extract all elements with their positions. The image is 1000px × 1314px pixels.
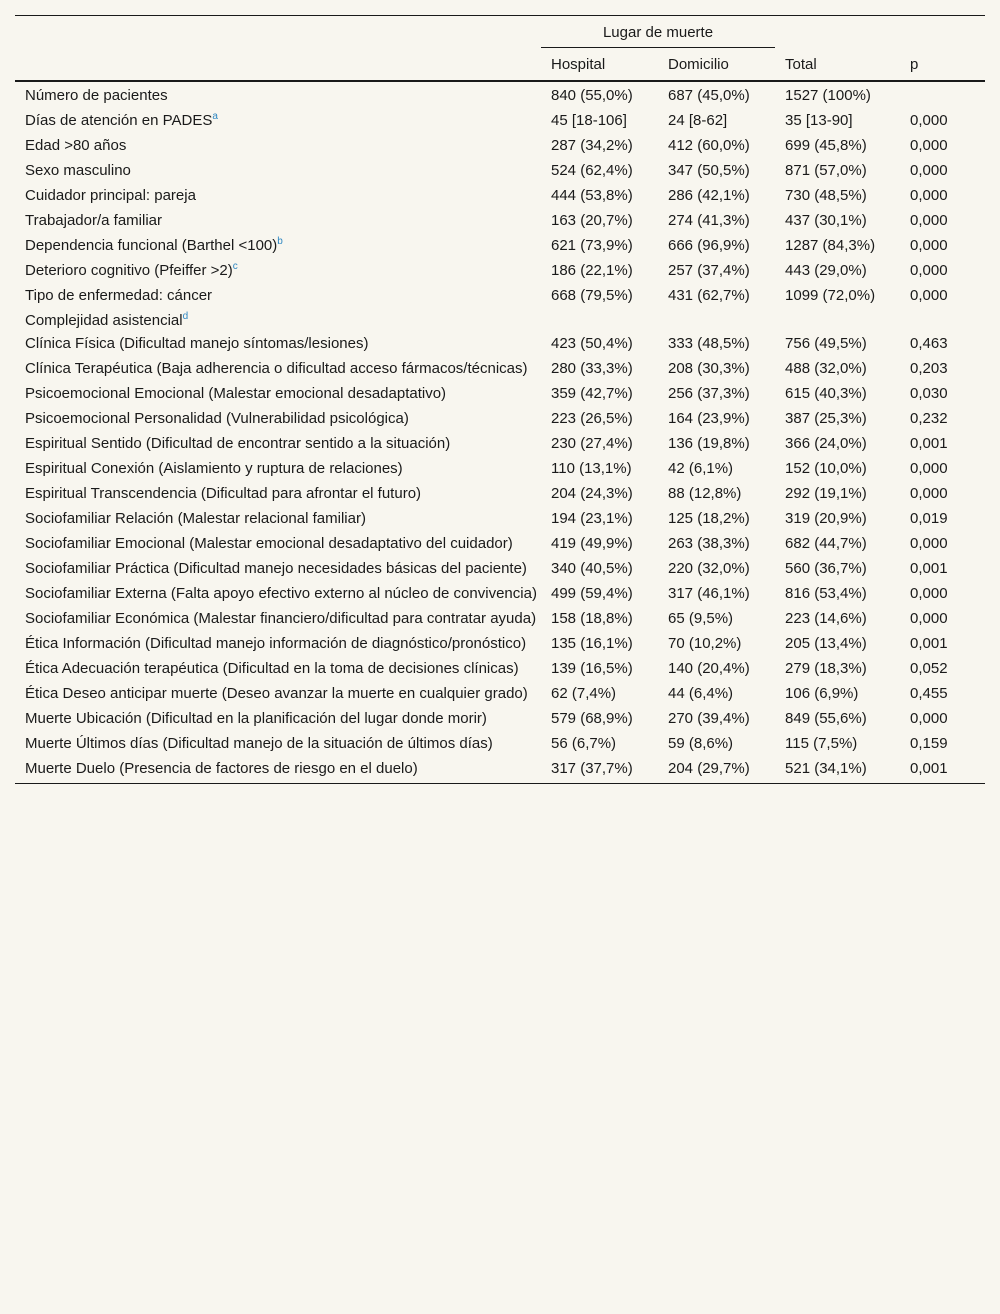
row-label-text: Sociofamiliar Externa (Falta apoyo efectivo externo al núcleo de convivencia) bbox=[25, 585, 537, 602]
cell-p: 0,000 bbox=[910, 162, 948, 179]
cell-domicilio: 687 (45,0%) bbox=[668, 87, 750, 104]
row-label-text: Clínica Terapéutica (Baja adherencia o dificultad acceso fármacos/técnicas) bbox=[25, 360, 528, 377]
row-label-text: Muerte Duelo (Presencia de factores de riesgo en el duelo) bbox=[25, 760, 418, 777]
cell-hospital: 359 (42,7%) bbox=[551, 385, 633, 402]
cell-hospital: 524 (62,4%) bbox=[551, 162, 633, 179]
cell-domicilio: 164 (23,9%) bbox=[668, 410, 750, 427]
column-header-total: Total bbox=[775, 48, 900, 81]
cell-domicilio: 140 (20,4%) bbox=[668, 660, 750, 677]
cell-hospital: 163 (20,7%) bbox=[551, 212, 633, 229]
row-label bbox=[15, 531, 541, 556]
cell-total: 115 (7,5%) bbox=[785, 735, 858, 752]
row-label-text: Espiritual Sentido (Dificultad de encontrar sentido a la situación) bbox=[25, 435, 451, 452]
cell-domicilio: 24 [8-62] bbox=[668, 112, 728, 129]
cell-domicilio: 412 (60,0%) bbox=[668, 137, 750, 154]
cell-total: 319 (20,9%) bbox=[785, 510, 867, 527]
cell-p: 0,000 bbox=[910, 460, 948, 477]
row-label bbox=[15, 381, 541, 406]
cell-total: 292 (19,1%) bbox=[785, 485, 867, 502]
column-header-p: p bbox=[900, 48, 985, 81]
cell-hospital: 110 (13,1%) bbox=[551, 460, 632, 477]
row-label bbox=[15, 681, 541, 706]
cell-p: 0,455 bbox=[910, 685, 948, 702]
row-label bbox=[15, 258, 541, 283]
table-row bbox=[15, 681, 985, 706]
row-label-text: Trabajador/a familiar bbox=[25, 212, 162, 229]
cell-hospital: 499 (59,4%) bbox=[551, 585, 633, 602]
table-row bbox=[15, 406, 985, 431]
row-label bbox=[15, 456, 541, 481]
cell-p: 0,463 bbox=[910, 335, 948, 352]
empty-cell bbox=[541, 308, 658, 331]
row-label-text: Sociofamiliar Práctica (Dificultad manejo necesidades básicas del paciente) bbox=[25, 560, 527, 577]
table-row bbox=[15, 183, 985, 208]
table-row bbox=[15, 331, 985, 356]
footnote-marker: c bbox=[232, 261, 238, 272]
cell-p: 0,001 bbox=[910, 435, 948, 452]
cell-p: 0,232 bbox=[910, 410, 948, 427]
header-blank-total bbox=[775, 16, 900, 49]
cell-hospital: 56 (6,7%) bbox=[551, 735, 617, 752]
cell-hospital: 579 (68,9%) bbox=[551, 710, 633, 727]
cell-p: 0,000 bbox=[910, 187, 948, 204]
cell-total: 1527 (100%) bbox=[785, 87, 871, 104]
cell-p: 0,159 bbox=[910, 735, 948, 752]
table-row bbox=[15, 283, 985, 308]
header-blank bbox=[15, 16, 541, 49]
cell-total: 871 (57,0%) bbox=[785, 162, 867, 179]
row-label-text: Espiritual Transcendencia (Dificultad para afrontar el futuro) bbox=[25, 485, 422, 502]
row-label-text: Tipo de enfermedad: cáncer bbox=[25, 287, 213, 304]
cell-domicilio: 263 (38,3%) bbox=[668, 535, 750, 552]
row-label bbox=[15, 731, 541, 756]
cell-total: 1099 (72,0%) bbox=[785, 287, 876, 304]
row-label-text: Ética Deseo anticipar muerte (Deseo avanzar la muerte en cualquier grado) bbox=[25, 685, 528, 702]
cell-p: 0,000 bbox=[910, 535, 948, 552]
row-label bbox=[15, 108, 541, 133]
cell-domicilio: 274 (41,3%) bbox=[668, 212, 750, 229]
cell-hospital: 139 (16,5%) bbox=[551, 660, 633, 677]
row-label-text: Ética Adecuación terapéutica (Dificultad en la toma de decisiones clínicas) bbox=[25, 660, 519, 677]
cell-domicilio: 347 (50,5%) bbox=[668, 162, 750, 179]
table-row bbox=[15, 381, 985, 406]
cell-total: 1287 (84,3%) bbox=[785, 237, 876, 254]
header-blank-p bbox=[900, 16, 985, 49]
cell-total: 152 (10,0%) bbox=[785, 460, 867, 477]
cell-hospital: 668 (79,5%) bbox=[551, 287, 633, 304]
row-label-text: Sociofamiliar Relación (Malestar relacional familiar) bbox=[25, 510, 366, 527]
cell-total: 35 [13-90] bbox=[785, 112, 853, 129]
cell-domicilio: 208 (30,3%) bbox=[668, 360, 750, 377]
section-label bbox=[15, 308, 541, 331]
row-label-text: Muerte Últimos días (Dificultad manejo de la situación de últimos días) bbox=[25, 735, 493, 752]
row-label-text: Sociofamiliar Emocional (Malestar emocional desadaptativo del cuidador) bbox=[25, 535, 513, 552]
cell-hospital: 287 (34,2%) bbox=[551, 137, 633, 154]
cell-domicilio: 44 (6,4%) bbox=[668, 685, 734, 702]
cell-p: 0,000 bbox=[910, 262, 948, 279]
cell-domicilio: 431 (62,7%) bbox=[668, 287, 750, 304]
cell-p: 0,000 bbox=[910, 710, 948, 727]
row-label bbox=[15, 631, 541, 656]
cell-p: 0,203 bbox=[910, 360, 948, 377]
group-header-label: Lugar de muerte bbox=[602, 23, 714, 41]
footnote-marker: d bbox=[182, 311, 189, 322]
group-header bbox=[541, 16, 775, 49]
cell-p: 0,000 bbox=[910, 212, 948, 229]
cell-total: 223 (14,6%) bbox=[785, 610, 867, 627]
empty-cell bbox=[658, 308, 775, 331]
row-label bbox=[15, 183, 541, 208]
row-label bbox=[15, 233, 541, 258]
column-header-domicilio: Domicilio bbox=[658, 48, 775, 81]
cell-p: 0,000 bbox=[910, 237, 948, 254]
cell-total: 106 (6,9%) bbox=[785, 685, 859, 702]
row-label bbox=[15, 606, 541, 631]
row-label bbox=[15, 481, 541, 506]
results-table bbox=[15, 15, 985, 784]
table-row bbox=[15, 108, 985, 133]
cell-hospital: 444 (53,8%) bbox=[551, 187, 633, 204]
cell-hospital: 62 (7,4%) bbox=[551, 685, 617, 702]
table-row bbox=[15, 456, 985, 481]
table-row bbox=[15, 431, 985, 456]
cell-hospital: 280 (33,3%) bbox=[551, 360, 633, 377]
cell-domicilio: 270 (39,4%) bbox=[668, 710, 750, 727]
row-label-text: Dependencia funcional (Barthel <100) bbox=[25, 237, 278, 254]
row-label bbox=[15, 283, 541, 308]
table-row bbox=[15, 706, 985, 731]
row-label bbox=[15, 706, 541, 731]
table-row bbox=[15, 133, 985, 158]
row-label-text: Muerte Ubicación (Dificultad en la planificación del lugar donde morir) bbox=[25, 710, 487, 727]
table-row bbox=[15, 756, 985, 784]
cell-total: 521 (34,1%) bbox=[775, 756, 900, 784]
cell-p: 0,030 bbox=[910, 385, 948, 402]
cell-total: 387 (25,3%) bbox=[785, 410, 867, 427]
cell-total: 560 (36,7%) bbox=[785, 560, 867, 577]
cell-p: 0,000 bbox=[910, 485, 948, 502]
cell-hospital: 45 [18-106] bbox=[551, 112, 627, 129]
cell-total: 279 (18,3%) bbox=[785, 660, 867, 677]
cell-p: 0,000 bbox=[910, 287, 948, 304]
cell-p: 0,001 bbox=[910, 560, 948, 577]
footnote-marker: b bbox=[277, 236, 283, 247]
row-label bbox=[15, 556, 541, 581]
row-label-text: Cuidador principal: pareja bbox=[25, 187, 196, 204]
cell-total: 488 (32,0%) bbox=[785, 360, 867, 377]
cell-hospital: 840 (55,0%) bbox=[551, 87, 633, 104]
cell-p: 0,052 bbox=[910, 660, 948, 677]
row-label-text: Ética Información (Dificultad manejo información de diagnóstico/pronóstico) bbox=[25, 635, 527, 652]
table-row bbox=[15, 481, 985, 506]
cell-domicilio: 204 (29,7%) bbox=[658, 756, 775, 784]
section-label-text: Complejidad asistencial bbox=[25, 312, 183, 329]
section-row bbox=[15, 308, 985, 331]
row-label bbox=[15, 356, 541, 381]
row-label-text: Deterioro cognitivo (Pfeiffer >2) bbox=[25, 262, 233, 279]
row-label bbox=[15, 756, 541, 784]
cell-p: 0,019 bbox=[910, 510, 948, 527]
cell-domicilio: 125 (18,2%) bbox=[668, 510, 750, 527]
cell-hospital: 230 (27,4%) bbox=[551, 435, 633, 452]
cell-hospital: 194 (23,1%) bbox=[551, 510, 633, 527]
row-label bbox=[15, 133, 541, 158]
cell-domicilio: 65 (9,5%) bbox=[668, 610, 734, 627]
table-row bbox=[15, 631, 985, 656]
row-label-text: Días de atención en PADES bbox=[25, 112, 213, 129]
cell-domicilio: 88 (12,8%) bbox=[668, 485, 742, 502]
cell-p: 0,000 bbox=[910, 585, 948, 602]
cell-total: 849 (55,6%) bbox=[785, 710, 867, 727]
cell-total: 699 (45,8%) bbox=[785, 137, 867, 154]
row-label bbox=[15, 81, 541, 108]
row-label-text: Psicoemocional Emocional (Malestar emocional desadaptativo) bbox=[25, 385, 447, 402]
cell-total: 443 (29,0%) bbox=[785, 262, 867, 279]
cell-total: 756 (49,5%) bbox=[785, 335, 867, 352]
cell-p: 0,001 bbox=[910, 635, 948, 652]
cell-total: 682 (44,7%) bbox=[785, 535, 867, 552]
column-header-hospital: Hospital bbox=[541, 48, 658, 81]
cell-domicilio: 257 (37,4%) bbox=[668, 262, 750, 279]
cell-p bbox=[900, 81, 985, 108]
row-label-text: Sociofamiliar Económica (Malestar financiero/dificultad para contratar ayuda) bbox=[25, 610, 537, 627]
cell-hospital: 204 (24,3%) bbox=[551, 485, 633, 502]
cell-domicilio: 286 (42,1%) bbox=[668, 187, 750, 204]
cell-hospital: 223 (26,5%) bbox=[551, 410, 633, 427]
table-row bbox=[15, 258, 985, 283]
row-label-text: Edad >80 años bbox=[25, 137, 127, 154]
table-row bbox=[15, 233, 985, 258]
cell-hospital: 423 (50,4%) bbox=[551, 335, 633, 352]
empty-cell bbox=[900, 308, 985, 331]
cell-hospital: 158 (18,8%) bbox=[551, 610, 633, 627]
row-label bbox=[15, 506, 541, 531]
row-label bbox=[15, 158, 541, 183]
table-row bbox=[15, 731, 985, 756]
cell-domicilio: 256 (37,3%) bbox=[668, 385, 750, 402]
cell-domicilio: 666 (96,9%) bbox=[668, 237, 750, 254]
table-row bbox=[15, 208, 985, 233]
empty-cell bbox=[775, 308, 900, 331]
table-row bbox=[15, 81, 985, 108]
row-label bbox=[15, 331, 541, 356]
cell-total: 816 (53,4%) bbox=[785, 585, 867, 602]
cell-domicilio: 70 (10,2%) bbox=[668, 635, 742, 652]
table-row bbox=[15, 531, 985, 556]
table-row bbox=[15, 581, 985, 606]
table-row bbox=[15, 556, 985, 581]
row-label-text: Clínica Física (Dificultad manejo síntomas/lesiones) bbox=[25, 335, 369, 352]
cell-p: 0,000 bbox=[910, 112, 948, 129]
row-label-text: Sexo masculino bbox=[25, 162, 131, 179]
table-row bbox=[15, 356, 985, 381]
row-label bbox=[15, 406, 541, 431]
header-label-column bbox=[15, 48, 541, 81]
cell-hospital: 317 (37,7%) bbox=[541, 756, 658, 784]
cell-total: 205 (13,4%) bbox=[785, 635, 867, 652]
table-row bbox=[15, 506, 985, 531]
cell-domicilio: 136 (19,8%) bbox=[668, 435, 750, 452]
cell-domicilio: 220 (32,0%) bbox=[668, 560, 750, 577]
table-body bbox=[15, 81, 985, 784]
table-row bbox=[15, 606, 985, 631]
row-label-text: Psicoemocional Personalidad (Vulnerabilidad psicológica) bbox=[25, 410, 409, 427]
cell-domicilio: 317 (46,1%) bbox=[668, 585, 750, 602]
row-label bbox=[15, 208, 541, 233]
table-row bbox=[15, 158, 985, 183]
table-row bbox=[15, 656, 985, 681]
cell-p: 0,000 bbox=[910, 137, 948, 154]
row-label bbox=[15, 656, 541, 681]
cell-domicilio: 42 (6,1%) bbox=[668, 460, 734, 477]
cell-p: 0,001 bbox=[900, 756, 985, 784]
cell-domicilio: 59 (8,6%) bbox=[668, 735, 734, 752]
cell-hospital: 419 (49,9%) bbox=[551, 535, 633, 552]
row-label-text: Número de pacientes bbox=[25, 87, 168, 104]
cell-p: 0,000 bbox=[910, 610, 948, 627]
cell-domicilio: 333 (48,5%) bbox=[668, 335, 750, 352]
row-label-text: Espiritual Conexión (Aislamiento y ruptura de relaciones) bbox=[25, 460, 403, 477]
row-label bbox=[15, 431, 541, 456]
cell-total: 366 (24,0%) bbox=[785, 435, 867, 452]
cell-total: 730 (48,5%) bbox=[785, 187, 867, 204]
row-label bbox=[15, 581, 541, 606]
cell-total: 437 (30,1%) bbox=[785, 212, 867, 229]
footnote-marker: a bbox=[212, 111, 218, 122]
cell-hospital: 135 (16,1%) bbox=[551, 635, 633, 652]
cell-hospital: 621 (73,9%) bbox=[551, 237, 633, 254]
cell-hospital: 340 (40,5%) bbox=[551, 560, 633, 577]
cell-total: 615 (40,3%) bbox=[785, 385, 867, 402]
cell-hospital: 186 (22,1%) bbox=[551, 262, 633, 279]
